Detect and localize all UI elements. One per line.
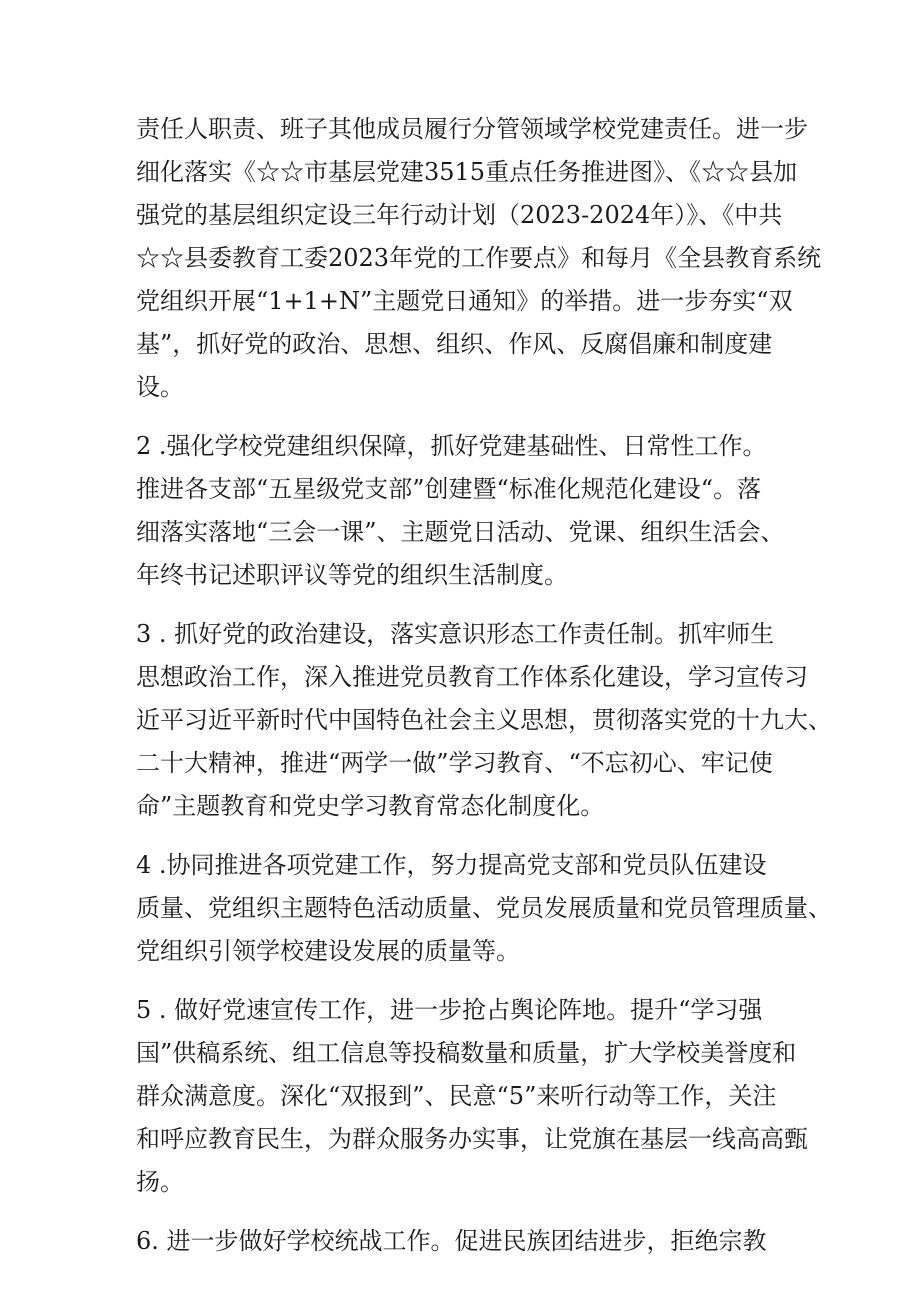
text-line: 责任人职责、班子其他成员履行分管领域学校党建责任。进一步 (136, 115, 808, 143)
paragraph-1 (136, 108, 822, 409)
text-line: 强党的基层组织定设三年行动计划（2023-2024年）》、《中共 (136, 201, 783, 229)
text-line: 国”供稿系统、组工信息等投稿数量和质量，扩大学校美誉度和 (136, 1039, 797, 1067)
text-line: 扬。 (136, 1168, 184, 1196)
text-line: 6. 进一步做好学校统战工作。促进民族团结进步，拒绝宗教 (136, 1227, 767, 1255)
text-line: 细落实落地“三会一课”、主题党日活动、党课、组织生活会、 (136, 518, 785, 546)
text-line: ☆☆县委教育工委2023年党的工作要点》和每月《全县教育系统 (136, 244, 822, 272)
text-line: 细化落实《☆☆市基层党建3515重点任务推进图》、《☆☆县加 (136, 158, 798, 186)
text-line: 群众满意度。深化“双报到”、民意“5”来听行动等工作，关注 (136, 1082, 777, 1110)
text-line: 命”主题教育和党史学习教育常态化制度化。 (136, 792, 605, 820)
text-line: 党组织引领学校建设发展的质量等。 (136, 937, 520, 965)
text-line: 设。 (136, 373, 184, 401)
text-line: 基”，抓好党的政治、思想、组织、作风、反腐倡廉和制度建 (136, 330, 773, 358)
paragraph-4 (136, 844, 832, 973)
text-line: 推进各支部“五星级党支部”创建暨“标准化规范化建设“。落 (136, 475, 762, 503)
paragraph-3 (136, 613, 832, 828)
text-line: 2 .强化学校党建组织保障，抓好党建基础性、日常性工作。 (136, 432, 767, 460)
text-line: 年终书记述职评议等党的组织生活制度。 (136, 561, 568, 589)
text-line: 二十大精神，推进“两学一做”学习教育、“不忘初心、牢记使 (136, 749, 773, 777)
document-body (136, 108, 832, 1279)
text-line: 和呼应教育民生，为群众服务办实事，让党旗在基层一线高高甄 (136, 1125, 808, 1153)
text-line: 近平习近平新时代中国特色社会主义思想，贯彻落实党的十九大、 (136, 706, 832, 734)
paragraph-6 (136, 1220, 796, 1263)
text-line: 质量、党组织主题特色活动质量、党员发展质量和党员管理质量、 (136, 894, 832, 922)
text-line: 4 .协同推进各项党建工作，努力提高党支部和党员队伍建设 (136, 851, 767, 879)
text-line: 思想政治工作，深入推进党员教育工作体系化建设，学习宣传习 (136, 663, 808, 691)
text-line: 党组织开展“1+1+N”主题党日通知》的举措。进一步夯实“双 (136, 287, 793, 315)
paragraph-5 (136, 989, 808, 1204)
paragraph-2 (136, 425, 796, 597)
text-line: 3 . 抓好党的政治建设，落实意识形态工作责任制。抓牢师生 (136, 620, 775, 648)
text-line: 5 . 做好党速宣传工作，进一步抢占舆论阵地。提升“学习强 (136, 996, 763, 1024)
